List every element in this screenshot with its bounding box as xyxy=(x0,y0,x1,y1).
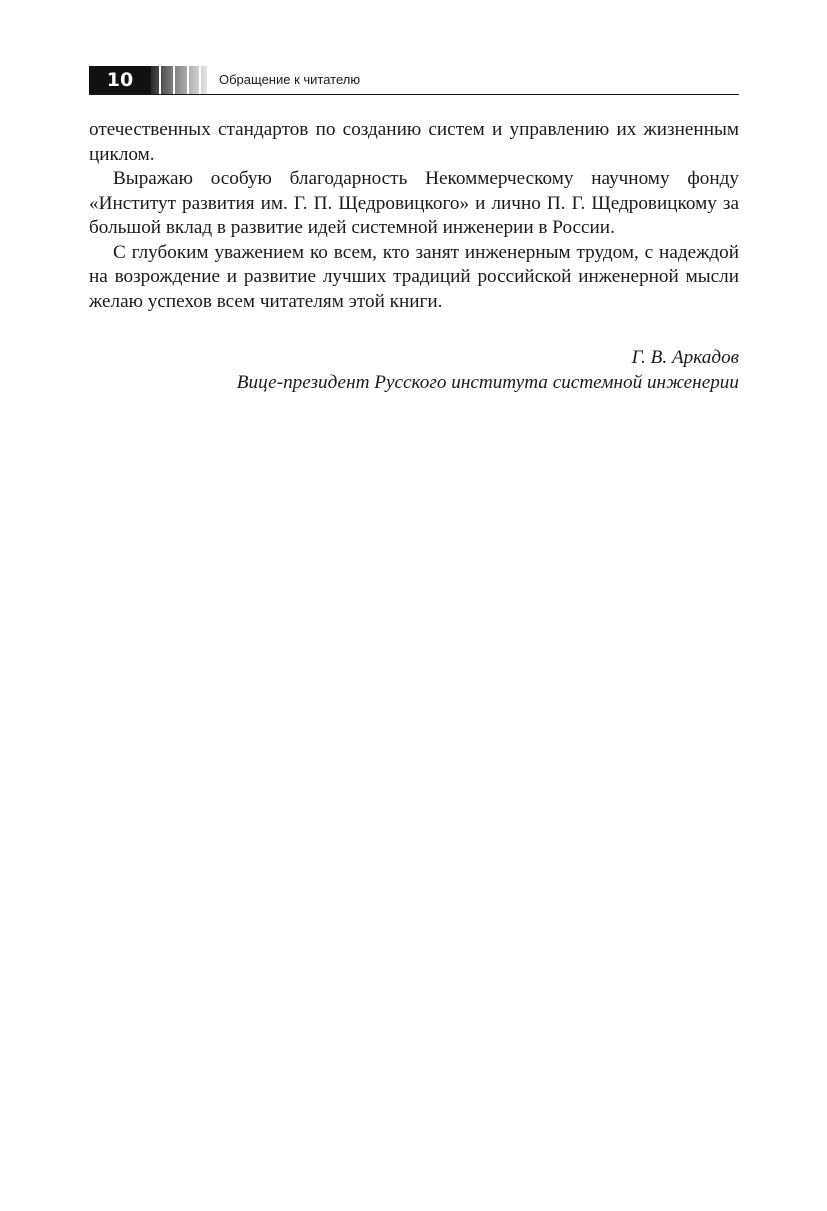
header-decoration xyxy=(151,66,207,94)
paragraph-continuation: отечественных стандартов по созданию систем и управлению их жизненным циклом. xyxy=(89,119,739,165)
paragraph-closing: С глубоким уважением ко всем, кто занят инженерным трудом, с надеждой на возрождение и развитие лучших традиций российской инженерной мысли желаю успехов всем читателям этой книги. xyxy=(89,241,739,312)
paragraph-acknowledgement: Выражаю особую благодарность Некоммерческому научному фонду «Институт развития им. Г. П. Щедровицкого» и лично П. Г. Щедровицкому за большой вклад в развитие идей системной инженерии в России. xyxy=(89,168,739,238)
running-title: Обращение к читателю xyxy=(219,72,361,87)
header-rule xyxy=(89,94,739,95)
signature-position: Вице-президент Русского института системной инженерии xyxy=(236,372,739,393)
page-number: 10 xyxy=(89,66,151,94)
signature-name: Г. В. Аркадов xyxy=(631,347,739,368)
signature xyxy=(89,345,739,395)
body-text xyxy=(89,118,739,314)
page-header xyxy=(89,66,739,95)
